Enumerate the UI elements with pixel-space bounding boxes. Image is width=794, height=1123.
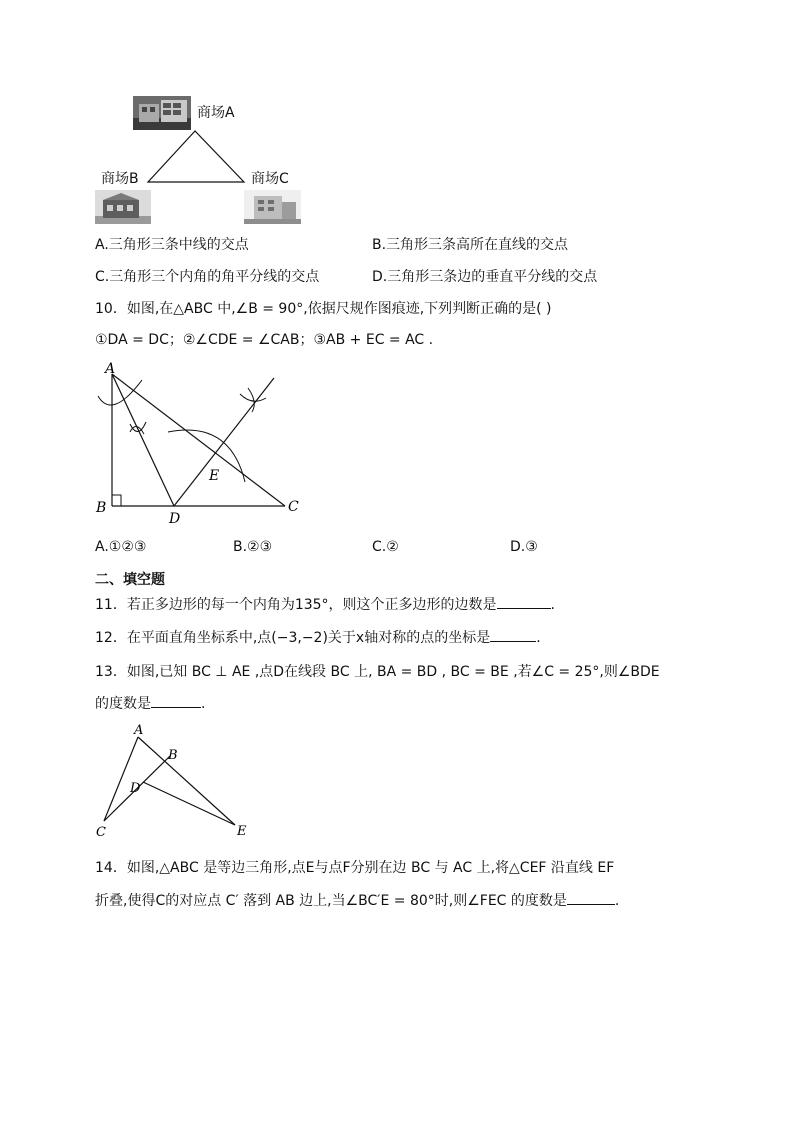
q10-option-d: D.③: [510, 539, 538, 555]
q10-label-a: A: [105, 361, 116, 377]
q11: [95, 594, 555, 615]
q10-option-a: A.①②③: [95, 539, 147, 555]
q10-statements: ①DA = DC；②∠CDE = ∠CAB；③AB + EC = AC .: [95, 332, 434, 348]
q13-text2: 的度数是: [95, 696, 151, 712]
q13-label-a: A: [134, 723, 144, 738]
q12-answer-blank[interactable]: [490, 627, 536, 642]
mall-triangle: [140, 125, 250, 187]
q11-answer-blank[interactable]: [497, 594, 551, 609]
q10-label-e: E: [209, 468, 220, 484]
q13-answer-blank[interactable]: [151, 693, 201, 708]
q10-option-c: C.②: [372, 539, 399, 555]
q10-figure: [90, 360, 310, 525]
mall-b-photo: [95, 190, 151, 224]
q14-line2: [95, 890, 619, 911]
q13-figure: [90, 718, 260, 838]
mall-b-label: 商场B: [101, 171, 139, 187]
q10-label-d: D: [169, 511, 181, 525]
q14-line1: 14．如图,△ABC 是等边三角形,点E与点F分别在边 BC 与 AC 上,将△CEF 沿直线 EF: [95, 860, 615, 876]
q14-answer-blank[interactable]: [567, 890, 615, 905]
mall-c-photo: [244, 190, 301, 224]
q13-line2: [95, 693, 205, 714]
q13-label-e: E: [237, 824, 247, 838]
q10-option-b: B.②③: [233, 539, 273, 555]
q14-text2: 折叠,使得C的对应点 C′ 落到 AB 边上,当∠BC′E = 80°时,则∠FEC 的度数是: [95, 893, 567, 909]
q10-label-b: B: [96, 500, 107, 516]
q10-stem: 10．如图,在△ABC 中,∠B = 90°,依据尺规作图痕迹,下列判断正确的是( ): [95, 301, 552, 317]
q12: [95, 627, 541, 648]
q9-option-b: B.三角形三条高所在直线的交点: [372, 237, 569, 253]
mall-c-label: 商场C: [251, 171, 289, 187]
q9-option-d: D.三角形三条边的垂直平分线的交点: [372, 269, 598, 285]
q13-label-b: B: [168, 748, 178, 763]
q12-text: 12．在平面直角坐标系中,点(−3,−2)关于x轴对称的点的坐标是: [95, 630, 491, 646]
q14-end: .: [614, 893, 620, 909]
q13-label-d: D: [130, 781, 141, 796]
q11-text: 11．若正多边形的每一个内角为135°，则这个正多边形的边数是: [95, 597, 497, 613]
mall-a-label: 商场A: [197, 105, 235, 121]
q9-option-c: C.三角形三个内角的角平分线的交点: [95, 269, 320, 285]
q13-line1: 13．如图,已知 BC ⊥ AE ,点D在线段 BC 上, BA = BD , BC = BE ,若∠C = 25°,则∠BDE: [95, 664, 660, 680]
q13-label-c: C: [96, 825, 106, 838]
q11-end: .: [550, 597, 555, 613]
section-title: 二、填空题: [95, 572, 165, 588]
q9-option-a: A.三角形三条中线的交点: [95, 237, 249, 253]
q13-end: .: [201, 696, 206, 712]
q10-label-c: C: [288, 499, 299, 515]
q12-end: .: [536, 630, 541, 646]
